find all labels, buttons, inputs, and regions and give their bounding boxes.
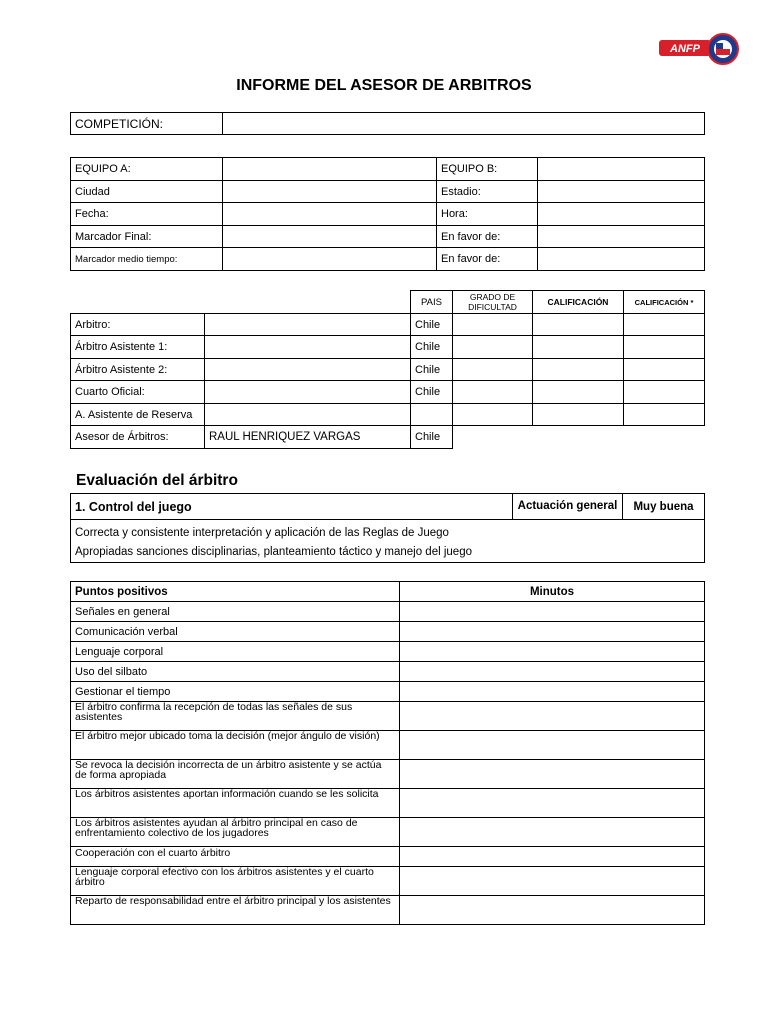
header-spacer	[205, 291, 411, 314]
grado-field[interactable]	[453, 314, 533, 336]
calificacion-star-field[interactable]	[624, 336, 705, 359]
positive-item: Los árbitros asistentes ayudan al árbitro principal en caso de enfrentamiento colectivo de los jugadores	[71, 818, 400, 847]
evaluation-line: Apropiadas sanciones disciplinarias, planteamiento táctico y manejo del juego	[75, 546, 472, 558]
match-table	[70, 157, 705, 271]
match-field[interactable]	[538, 158, 705, 181]
official-name-field[interactable]: RAUL HENRIQUEZ VARGAS	[205, 426, 411, 449]
official-country: Chile	[411, 336, 453, 359]
match-label: EQUIPO B:	[437, 158, 538, 181]
official-name-field[interactable]	[205, 381, 411, 404]
match-field[interactable]	[223, 203, 437, 226]
positives-table	[70, 581, 705, 925]
anfp-logo	[659, 32, 739, 66]
minutes-field[interactable]	[400, 818, 705, 847]
match-label: Fecha:	[71, 203, 223, 226]
match-label: Marcador Final:	[71, 226, 223, 248]
pais-header: PAIS	[411, 291, 453, 314]
actuacion-value[interactable]: Muy buena	[623, 494, 705, 520]
minutes-field[interactable]	[400, 847, 705, 867]
calificacion-star-field[interactable]	[624, 359, 705, 381]
minutes-field[interactable]	[400, 789, 705, 818]
calificacion-field[interactable]	[533, 404, 624, 426]
match-label: En favor de:	[437, 248, 538, 271]
calificacion-field[interactable]	[533, 336, 624, 359]
official-name-field[interactable]	[205, 314, 411, 336]
match-label: Estadio:	[437, 181, 538, 203]
grado-field[interactable]	[453, 404, 533, 426]
positive-item: El árbitro mejor ubicado toma la decisión (mejor ángulo de visión)	[71, 731, 400, 760]
match-field[interactable]	[538, 203, 705, 226]
match-field[interactable]	[223, 248, 437, 271]
calificacion-header: CALIFICACIÓN	[533, 291, 624, 314]
competition-label: COMPETICIÓN:	[71, 113, 223, 135]
official-country: Chile	[411, 359, 453, 381]
actuacion-label: Actuación general	[513, 494, 623, 520]
positive-item: Cooperación con el cuarto árbitro	[71, 847, 400, 867]
calificacion-field[interactable]	[533, 381, 624, 404]
minutes-field[interactable]	[400, 602, 705, 622]
match-field[interactable]	[223, 158, 437, 181]
positive-item: Gestionar el tiempo	[71, 682, 400, 702]
match-field[interactable]	[538, 226, 705, 248]
positive-item: Reparto de responsabilidad entre el árbitro principal y los asistentes	[71, 896, 400, 925]
logo-text: ANFP	[670, 43, 700, 55]
grado-header: GRADO DE DIFICULTAD	[453, 291, 533, 314]
positive-item: Uso del silbato	[71, 662, 400, 682]
match-field[interactable]	[223, 226, 437, 248]
positive-item: Señales en general	[71, 602, 400, 622]
grado-field[interactable]	[453, 381, 533, 404]
official-role: Arbitro:	[71, 314, 205, 336]
evaluation-line: Correcta y consistente interpretación y aplicación de las Reglas de Juego	[75, 527, 449, 539]
empty-cell	[533, 426, 624, 449]
evaluation-lines	[71, 520, 705, 563]
calificacion-star-field[interactable]	[624, 381, 705, 404]
minutes-field[interactable]	[400, 760, 705, 789]
page-title: INFORME DEL ASESOR DE ARBITROS	[236, 77, 532, 94]
grado-field[interactable]	[453, 336, 533, 359]
minutes-field[interactable]	[400, 682, 705, 702]
positive-item: Lenguaje corporal efectivo con los árbitros asistentes y el cuarto árbitro	[71, 867, 400, 896]
match-field[interactable]	[538, 181, 705, 203]
positive-item: Se revoca la decisión incorrecta de un árbitro asistente y se actúa de forma apropiada	[71, 760, 400, 789]
match-label: Marcador medio tiempo:	[71, 248, 223, 271]
match-label: En favor de:	[437, 226, 538, 248]
grado-field[interactable]	[453, 359, 533, 381]
match-label: Ciudad	[71, 181, 223, 203]
match-field[interactable]	[538, 248, 705, 271]
calificacion-field[interactable]	[533, 359, 624, 381]
positives-header: Puntos positivos	[71, 582, 400, 602]
minutes-field[interactable]	[400, 731, 705, 760]
minutes-field[interactable]	[400, 662, 705, 682]
calificacion-star-header: CALIFICACIÓN *	[624, 291, 705, 314]
minutes-field[interactable]	[400, 896, 705, 925]
minutes-field[interactable]	[400, 642, 705, 662]
header-spacer	[71, 291, 205, 314]
control-title: 1. Control del juego	[71, 494, 513, 520]
official-country: Chile	[411, 381, 453, 404]
empty-cell	[453, 426, 533, 449]
minutes-header: Minutos	[400, 582, 705, 602]
official-name-field[interactable]	[205, 404, 411, 426]
official-role: Árbitro Asistente 1:	[71, 336, 205, 359]
positive-item: Los árbitros asistentes aportan información cuando se les solicita	[71, 789, 400, 818]
calificacion-star-field[interactable]	[624, 314, 705, 336]
match-label: Hora:	[437, 203, 538, 226]
official-name-field[interactable]	[205, 359, 411, 381]
official-country: Chile	[411, 426, 453, 449]
minutes-field[interactable]	[400, 702, 705, 731]
official-country: Chile	[411, 314, 453, 336]
official-role: Asesor de Árbitros:	[71, 426, 205, 449]
minutes-field[interactable]	[400, 622, 705, 642]
calificacion-star-field[interactable]	[624, 404, 705, 426]
positive-item: Lenguaje corporal	[71, 642, 400, 662]
positive-item: Comunicación verbal	[71, 622, 400, 642]
competition-table	[70, 112, 705, 135]
official-role: A. Asistente de Reserva	[71, 404, 205, 426]
official-role: Árbitro Asistente 2:	[71, 359, 205, 381]
section-title: Evaluación del árbitro	[76, 472, 238, 489]
competition-field[interactable]	[223, 113, 705, 135]
empty-cell	[624, 426, 705, 449]
official-role: Cuarto Oficial:	[71, 381, 205, 404]
evaluation-table	[70, 493, 705, 563]
official-country	[411, 404, 453, 426]
official-name-field[interactable]	[205, 336, 411, 359]
match-field[interactable]	[223, 181, 437, 203]
minutes-field[interactable]	[400, 867, 705, 896]
match-label: EQUIPO A:	[71, 158, 223, 181]
officials-table	[70, 290, 705, 449]
positive-item: El árbitro confirma la recepción de todas las señales de sus asistentes	[71, 702, 400, 731]
calificacion-field[interactable]	[533, 314, 624, 336]
